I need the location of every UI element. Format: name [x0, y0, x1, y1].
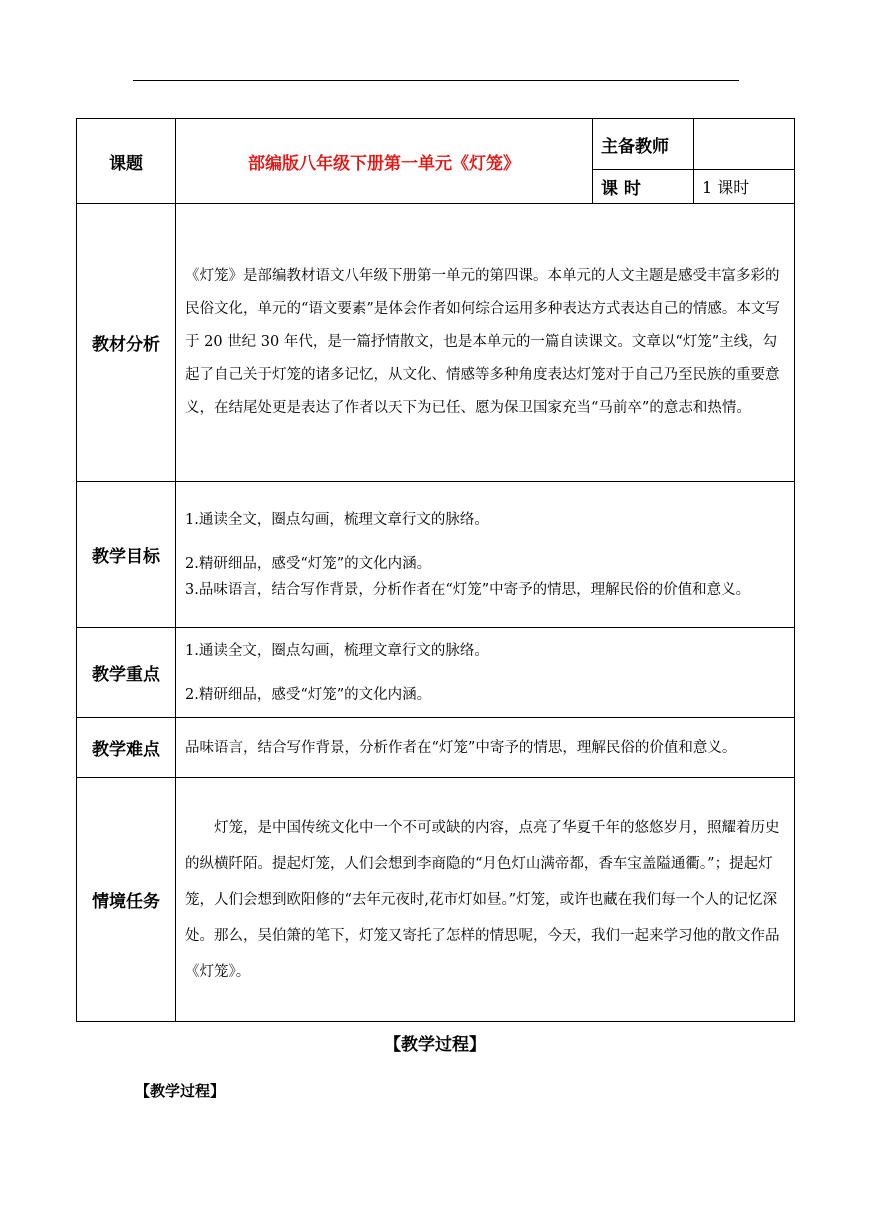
situation-text: 灯笼，是中国传统文化中一个不可或缺的内容，点亮了华夏千年的悠悠岁月，照耀着历史的纵横阡陌。提起灯笼，人们会想到李商隐的“月色灯山满帝都，香车宝盖隘通衢。”；提起灯笼，人们会想到欧阳修的“去年元夜时,花市灯如昼。”灯笼，或许也藏在我们每一个人的记忆深处。那么，吴伯箫的笔下，灯笼又寄托了怎样的情思呢，今天，我们一起来学习他的散文作品《灯笼》。 — [185, 819, 780, 980]
analysis-cell — [176, 204, 795, 482]
title-row — [77, 119, 795, 170]
sub-heading: 【教学过程】 — [135, 1082, 226, 1100]
analysis-text: 《灯笼》是部编教材语文八年级下册第一单元的第四课。本单元的人文主题是感受丰富多彩的民俗文化，单元的“语文要素”是体会作者如何综合运用多种表达方式表达自己的情感。本文写于 20 世纪 30 年代，是一篇抒情散文，也是本单元的一篇自读课文。文章以“灯笼”主线，勾起了自己关于灯笼的诸多记忆，从文化、情感等多种角度表达灯笼对于自己乃至民族的重要意义，在结尾处更是表达了作者以天下为已任、愿为保卫国家充当“马前卒”的意志和热情。 — [185, 268, 780, 416]
analysis-row — [77, 204, 795, 482]
difficulties-label: 教学难点 — [77, 718, 176, 778]
key-point-item-2: 2.精研细品，感受“灯笼”的文化内涵。 — [185, 686, 432, 703]
difficulties-text: 品味语言，结合写作背景，分析作者在“灯笼”中寄予的情思，理解民俗的价值和意义。 — [185, 739, 737, 756]
key-points-label: 教学重点 — [77, 628, 176, 718]
situation-row — [77, 778, 795, 1022]
situation-label: 情境任务 — [77, 778, 176, 1022]
goals-label: 教学目标 — [77, 482, 176, 628]
period-value: 1 课时 — [694, 170, 795, 204]
goal-item-3: 3.品味语言，结合写作背景，分析作者在“灯笼”中寄予的情思，理解民俗的价值和意义。 — [185, 581, 751, 598]
goal-item-1: 1.通读全文，圈点勾画，梳理文章行文的脉络。 — [185, 511, 489, 528]
lesson-title: 部编版八年级下册第一单元《灯笼》 — [176, 119, 593, 204]
header-rule — [133, 80, 739, 81]
key-points-row — [77, 628, 795, 718]
key-point-item-1: 1.通读全文，圈点勾画，梳理文章行文的脉络。 — [185, 642, 489, 659]
situation-cell — [176, 778, 795, 1022]
lead-teacher-label: 主备教师 — [593, 119, 694, 170]
lead-teacher-value — [694, 119, 795, 170]
period-label: 课 时 — [593, 170, 694, 204]
section-heading: 【教学过程】 — [384, 1035, 486, 1055]
difficulties-row — [77, 718, 795, 778]
difficulties-cell — [176, 718, 795, 778]
topic-label: 课题 — [77, 119, 176, 204]
key-points-cell — [176, 628, 795, 718]
goals-row — [77, 482, 795, 628]
analysis-label: 教材分析 — [77, 204, 176, 482]
lesson-plan-table — [76, 118, 795, 1022]
goals-cell — [176, 482, 795, 628]
goal-item-2: 2.精研细品，感受“灯笼”的文化内涵。 — [185, 555, 432, 572]
